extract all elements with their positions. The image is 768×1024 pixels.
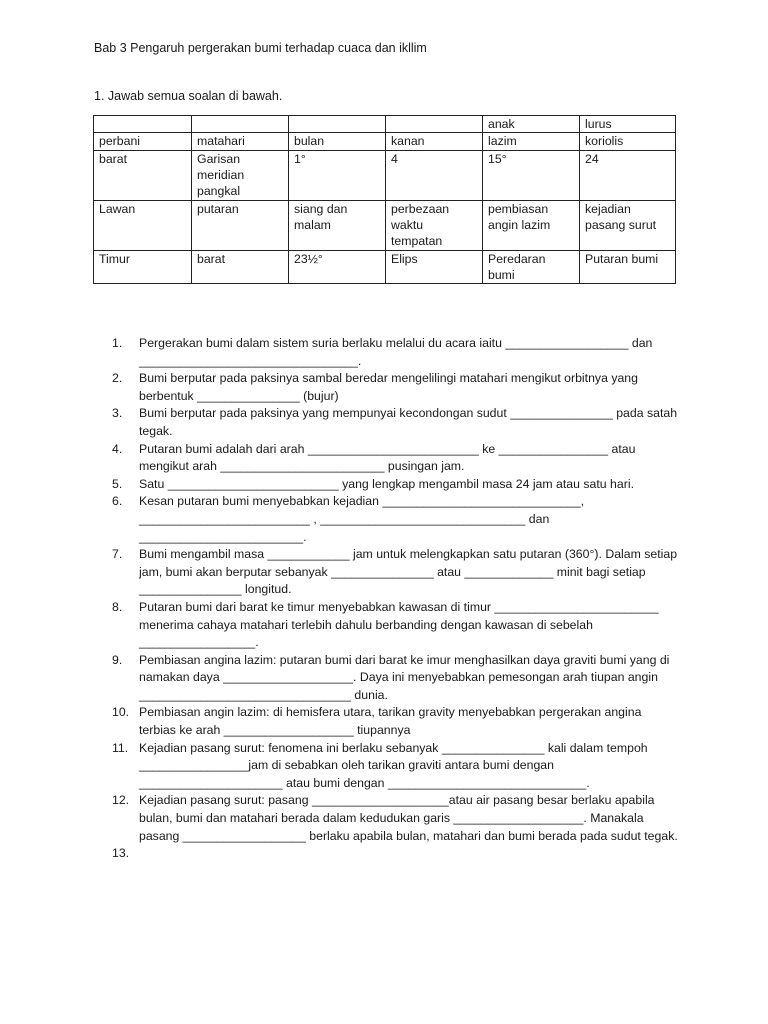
table-cell: perbani [94, 133, 192, 150]
instruction-text: 1. Jawab semua soalan di bawah. [94, 89, 283, 103]
table-cell: 4 [386, 150, 483, 200]
table-cell: 1° [289, 150, 386, 200]
table-cell: pembiasan angin lazim [483, 200, 580, 250]
question-number: 11. [112, 740, 129, 755]
question-list [112, 335, 678, 861]
table-cell: barat [192, 250, 289, 284]
table-cell: barat [94, 150, 192, 200]
question-text: Kesan putaran bumi menyebabkan kejadian _____________________________, _________________________ , ______________________________ dan ________________________. [139, 494, 585, 544]
word-bank-table [93, 115, 676, 284]
table-cell: 15° [483, 150, 580, 200]
table-cell: Timur [94, 250, 192, 284]
question-item [112, 599, 678, 652]
question-number: 7. [112, 547, 123, 562]
question-number: 5. [112, 476, 123, 491]
table-cell: 23½° [289, 250, 386, 284]
question-text: Putaran bumi dari barat ke timur menyebabkan kawasan di timur ________________________ menerima cahaya matahari terlebih dahulu berbanding dengan kawasan di sebelah _________________. [139, 599, 659, 650]
table-cell [386, 116, 483, 133]
question-number: 6. [112, 494, 123, 509]
table-cell: Garisan meridian pangkal [192, 150, 289, 200]
question-text: Satu _________________________ yang lengkap mengambil masa 24 jam atau satu hari. [139, 476, 634, 491]
table-cell: putaran [192, 200, 289, 250]
table-cell: bulan [289, 133, 386, 150]
table-cell: Putaran bumi [580, 250, 676, 284]
question-item [112, 792, 678, 845]
table-cell: anak [483, 116, 580, 133]
question-item [112, 546, 678, 599]
question-number: 9. [112, 652, 123, 667]
word-bank-body [94, 116, 676, 284]
question-item [112, 441, 678, 476]
table-cell: koriolis [580, 133, 676, 150]
question-number: 1. [112, 336, 123, 350]
table-cell: perbezaan waktu tempatan [386, 200, 483, 250]
question-item [112, 405, 678, 440]
question-text: Pembiasan angin lazim: di hemisfera utara, tarikan gravity menyebabkan pergerakan angina terbias ke arah ___________________ tiupannya [139, 705, 642, 738]
question-item [112, 740, 678, 793]
table-cell: matahari [192, 133, 289, 150]
question-item [112, 476, 678, 494]
question-item [112, 652, 678, 705]
table-row [94, 150, 676, 200]
table-cell: Peredaran bumi [483, 250, 580, 284]
table-cell: lurus [580, 116, 676, 133]
table-row [94, 200, 676, 250]
page-title: Bab 3 Pengaruh pergerakan bumi terhadap cuaca dan ikllim [94, 41, 427, 55]
table-cell: kejadian pasang surut [580, 200, 676, 250]
table-cell: siang dan malam [289, 200, 386, 250]
table-row [94, 250, 676, 284]
table-cell [289, 116, 386, 133]
table-row [94, 116, 676, 133]
question-text: Putaran bumi adalah dari arah _________________________ ke ________________ atau mengikut arah ________________________ pusingan jam. [139, 441, 636, 474]
question-number: 3. [112, 406, 123, 421]
question-text: Bumi mengambil masa ____________ jam untuk melengkapkan satu putaran (360°). Dalam setiap jam, bumi akan berputar sebanyak _______________ atau _____________ minit bagi setiap _______________ longitud. [139, 547, 678, 597]
question-item [112, 493, 678, 546]
table-cell [94, 116, 192, 133]
question-number: 8. [112, 599, 123, 614]
table-cell [192, 116, 289, 133]
question-number: 12. [112, 793, 130, 808]
table-cell: 24 [580, 150, 676, 200]
question-text: Pergerakan bumi dalam sistem suria berlaku melalui du acara iaitu __________________ dan ________________________________. [139, 336, 653, 368]
question-text: Kejadian pasang surut: pasang ____________________atau air pasang besar berlaku apabila bulan, bumi dan matahari berada dalam kedudukan garis ___________________. Manakala pasang __________________ berlaku apabila bulan, matahari dan bumi berada pada sudut tegak. [139, 793, 678, 843]
table-cell: Lawan [94, 200, 192, 250]
question-text: Pembiasan angina lazim: putaran bumi dari barat ke imur menghasilkan daya graviti bumi yang di namakan daya ___________________. Daya ini menyebabkan pemesongan arah tiupan angin _______________________________ dunia. [139, 652, 670, 702]
question-item [112, 370, 678, 405]
question-number: 4. [112, 441, 123, 456]
question-text: Kejadian pasang surut: fenomena ini berlaku sebanyak _______________ kali dalam tempoh ________________jam di sebabkan oleh tarikan graviti antara bumi dengan _____________________ atau bumi dengan _____________________________. [139, 740, 648, 790]
question-text: Bumi berputar pada paksinya sambal beredar mengelilingi matahari mengikut orbitnya yang berbentuk _______________ (bujur) [139, 371, 638, 403]
question-text: Bumi berputar pada paksinya yang mempunyai kecondongan sudut _______________ pada satah tegak. [139, 406, 678, 438]
question-item [112, 335, 678, 370]
table-cell: kanan [386, 133, 483, 150]
question-number: 2. [112, 371, 123, 386]
question-number: 13. [112, 846, 130, 861]
table-row [94, 133, 676, 150]
table-cell: lazim [483, 133, 580, 150]
question-item [112, 704, 678, 739]
question-number: 10. [112, 705, 130, 720]
table-cell: Elips [386, 250, 483, 284]
